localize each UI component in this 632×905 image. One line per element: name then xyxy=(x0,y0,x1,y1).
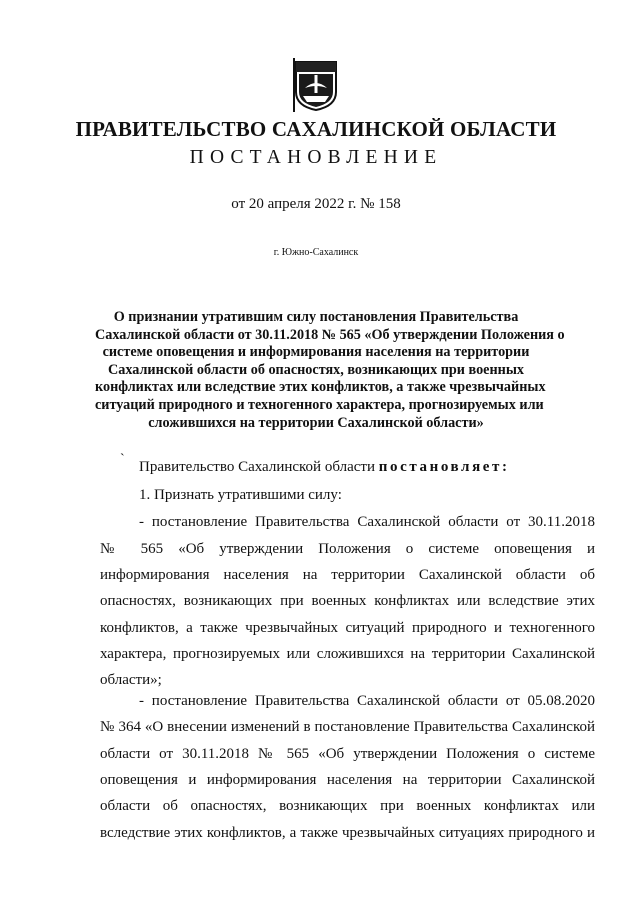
title-line: О признании утратившим силу постановления Правительства xyxy=(113,309,519,325)
scan-mark: ` xyxy=(120,452,125,467)
paragraph-line: вследствие этих конфликтов, а также чрезвычайных ситуациях природного и xyxy=(100,825,595,841)
title-line: ситуаций природного и техногенного характера, прогнозируемых или xyxy=(95,396,544,413)
document-title xyxy=(95,309,565,432)
government-name: ПРАВИТЕЛЬСТВО САХАЛИНСКОЙ ОБЛАСТИ xyxy=(75,117,557,141)
resolution-intro xyxy=(139,458,510,476)
title-line: сложившихся на территории Сахалинской области» xyxy=(148,414,484,431)
paragraph-line: - постановление Правительства Сахалинской области от 30.11.2018 xyxy=(139,514,595,530)
document-type: ПОСТАНОВЛЕНИЕ xyxy=(189,147,443,168)
paragraph-line: оповещения и информирования населения на территории Сахалинской xyxy=(100,772,595,788)
paragraph-line: характера, прогнозируемых или сложившихся на территории Сахалинской xyxy=(100,646,595,662)
paragraph-line: № 565 «Об утверждении Положения о системе оповещения и xyxy=(100,541,595,557)
paragraph-line: № 364 «О внесении изменений в постановление Правительства Сахалинской xyxy=(100,719,595,735)
intro-text: Правительство Сахалинской области xyxy=(139,459,375,475)
coat-of-arms-icon xyxy=(293,58,339,112)
paragraph-line: конфликтов, а также чрезвычайных ситуаций природного и техногенного xyxy=(100,620,595,636)
paragraph-line: - постановление Правительства Сахалинской области от 05.08.2020 xyxy=(139,693,595,709)
city: г. Южно-Сахалинск xyxy=(273,247,359,258)
title-line: Сахалинской области от 30.11.2018 № 565 «Об утверждении Положения о xyxy=(95,326,565,343)
paragraph-line: области от 30.11.2018 № 565 «Об утверждении Положения о системе xyxy=(100,746,595,762)
intro-verb: постановляет: xyxy=(378,459,510,475)
title-line: Сахалинской области об опасностях, возникающих при военных xyxy=(107,361,524,378)
paragraph-line: области об опасностях, возникающих при военных конфликтах или xyxy=(100,798,595,814)
item-1-heading: 1. Признать утратившими силу: xyxy=(139,487,342,503)
title-line: системе оповещения и информирования населения на территории xyxy=(102,344,530,361)
paragraph-line: области»; xyxy=(100,672,162,688)
title-line: конфликтах или вследствие этих конфликтов, а также чрезвычайных xyxy=(95,379,546,396)
date-and-number: от 20 апреля 2022 г. № 158 xyxy=(231,196,401,212)
paragraph-line: информирования населения на территории Сахалинской области об xyxy=(100,567,595,583)
paragraph-line: опасностях, возникающих при военных конфликтах или вследствие этих xyxy=(100,593,595,609)
